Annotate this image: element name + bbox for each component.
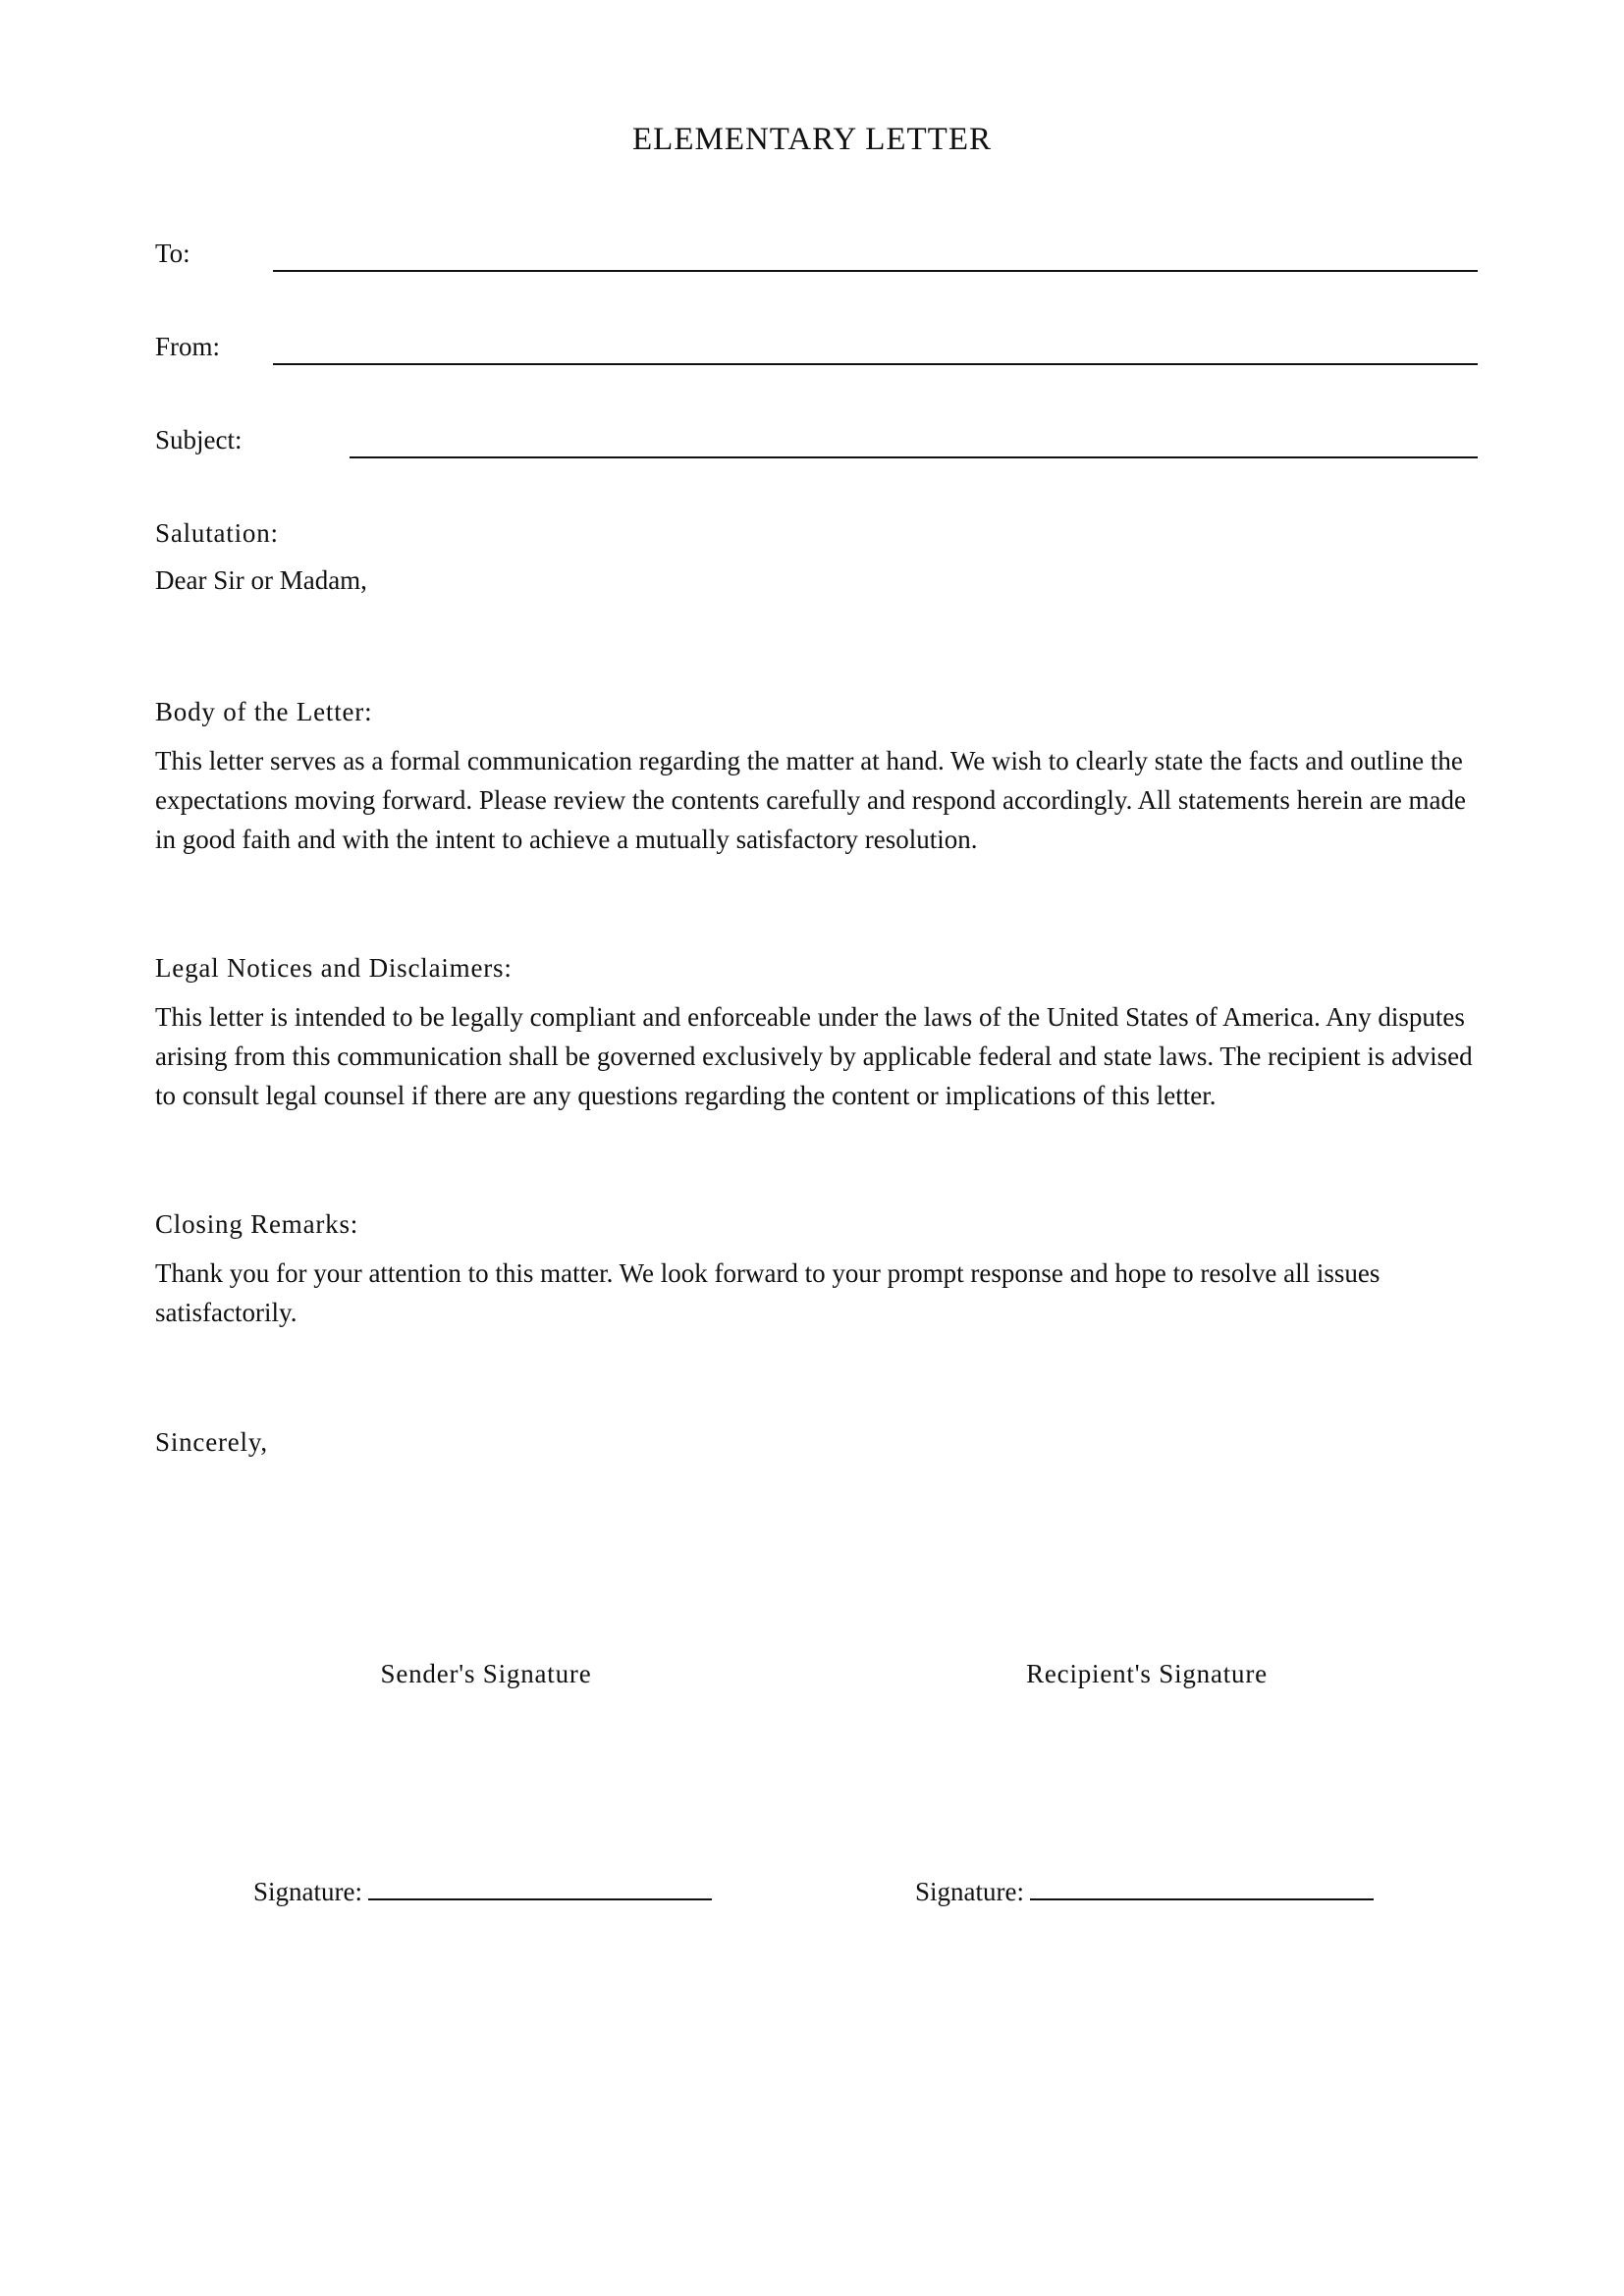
to-label: To: bbox=[155, 239, 190, 268]
closing-heading: Closing Remarks: bbox=[155, 1209, 359, 1239]
subject-label: Subject: bbox=[155, 425, 243, 454]
sign-off: Sincerely, bbox=[155, 1427, 268, 1457]
salutation-heading: Salutation: bbox=[155, 518, 279, 548]
from-field-line[interactable] bbox=[273, 363, 1478, 365]
sender-signature-line[interactable] bbox=[368, 1898, 712, 1900]
salutation-text: Dear Sir or Madam, bbox=[155, 565, 367, 595]
closing-paragraph: Thank you for your attention to this matter. We look forward to your prompt response and hope to resolve all issues satisfactorily. bbox=[155, 1258, 1380, 1327]
sender-signature-row bbox=[253, 1877, 712, 1907]
legal-heading: Legal Notices and Disclaimers: bbox=[155, 953, 513, 983]
recipient-signature-line[interactable] bbox=[1030, 1898, 1374, 1900]
recipient-signature-row bbox=[915, 1877, 1374, 1907]
sender-signature-heading: Sender's Signature bbox=[380, 1659, 592, 1688]
legal-paragraph: This letter is intended to be legally compliant and enforceable under the laws of the United States of America. Any disputes arising from this communication shall be governed exclusively by applicable federal and state laws. The recipient is advised to consult legal counsel if there are any questions regarding the content or implications of this letter. bbox=[155, 1002, 1473, 1110]
body-paragraph: This letter serves as a formal communication regarding the matter at hand. We wish to clearly state the facts and outline the expectations moving forward. Please review the contents carefully and respond accordingly. All statements herein are made in good faith and with the intent to achieve a mutually satisfactory resolution. bbox=[155, 746, 1467, 854]
recipient-signature-heading: Recipient's Signature bbox=[1026, 1659, 1268, 1688]
from-label: From: bbox=[155, 332, 221, 361]
letter-title: ELEMENTARY LETTER bbox=[632, 122, 992, 157]
subject-field-line[interactable] bbox=[350, 456, 1478, 458]
body-heading: Body of the Letter: bbox=[155, 697, 373, 726]
sender-signature-label: Signature: bbox=[253, 1877, 362, 1906]
recipient-signature-label: Signature: bbox=[915, 1877, 1024, 1906]
to-field-line[interactable] bbox=[273, 270, 1478, 272]
